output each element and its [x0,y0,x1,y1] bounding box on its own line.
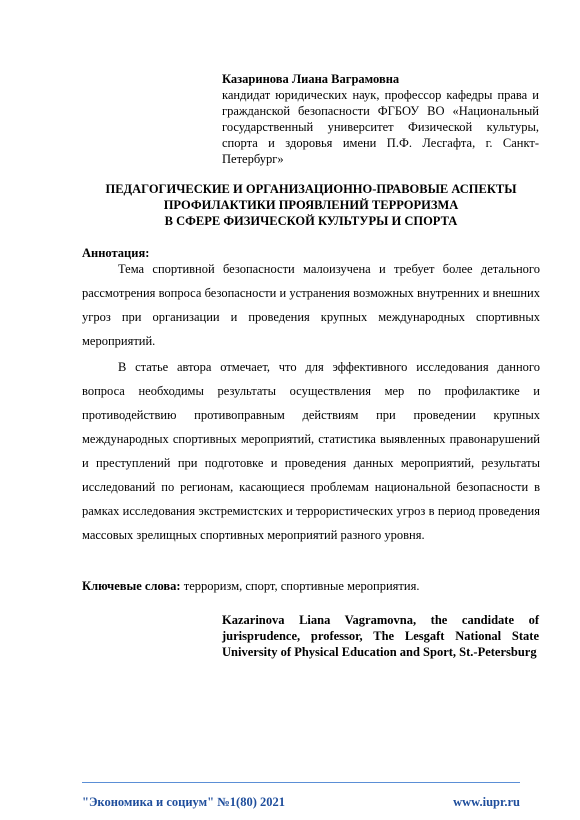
author-block [222,71,539,167]
article-title [82,181,540,229]
title-line-1: ПЕДАГОГИЧЕСКИЕ И ОРГАНИЗАЦИОННО-ПРАВОВЫЕ АСПЕКТЫ [105,182,517,196]
english-author-block: Kazarinova Liana Vagramovna, the candidate of jurisprudence, professor, The Lesgaft National State University of Physical Education and Sport, St.-Petersburg [222,613,539,659]
footer-journal: "Экономика и социум" №1(80) 2021 [82,795,285,809]
annotation-label: Аннотация: [82,246,150,260]
footer-divider [82,782,520,783]
annotation-paragraph-1: Тема спортивной безопасности малоизучена и требует более детального рассмотрения вопроса безопасности и устранения возможных внутренних и внешних угроз при организации и проведения крупных международных спортивных мероприятий. [82,262,540,348]
title-line-3: В СФЕРЕ ФИЗИЧЕСКОЙ КУЛЬТУРЫ И СПОРТА [164,214,458,228]
keywords [82,578,540,594]
keywords-text: терроризм, спорт, спортивные мероприятия. [180,579,420,593]
annotation-paragraph-2: В статье автора отмечает, что для эффективного исследования данного вопроса необходимы результаты осуществления мер по профилактике и противодействию противоправным действиям при проведении крупных международных спортивных мероприятий, статистика выявленных правонарушений и преступлений при подготовке и проведения данных мероприятий, результаты исследований по регионам, касающиеся проблемам национальной безопасности в рамках исследования экстремистских и террористических угроз в период проведения массовых зрелищных спортивных мероприятий разного уровня. [82,360,540,542]
author-name: Казаринова Лиана Ваграмовна [222,72,400,86]
title-line-2: ПРОФИЛАКТИКИ ПРОЯВЛЕНИЙ ТЕРРОРИЗМА [163,198,459,212]
keywords-label: Ключевые слова: [82,579,181,593]
footer-website-link[interactable]: www.iupr.ru [453,795,520,809]
author-affiliation: кандидат юридических наук, профессор кафедры права и гражданской безопасности ФГБОУ ВО «Национальный государственный университет Физической культуры, спорта и здоровья имени П.Ф. Лесгафта, г. Санкт-Петербург» [222,88,539,166]
